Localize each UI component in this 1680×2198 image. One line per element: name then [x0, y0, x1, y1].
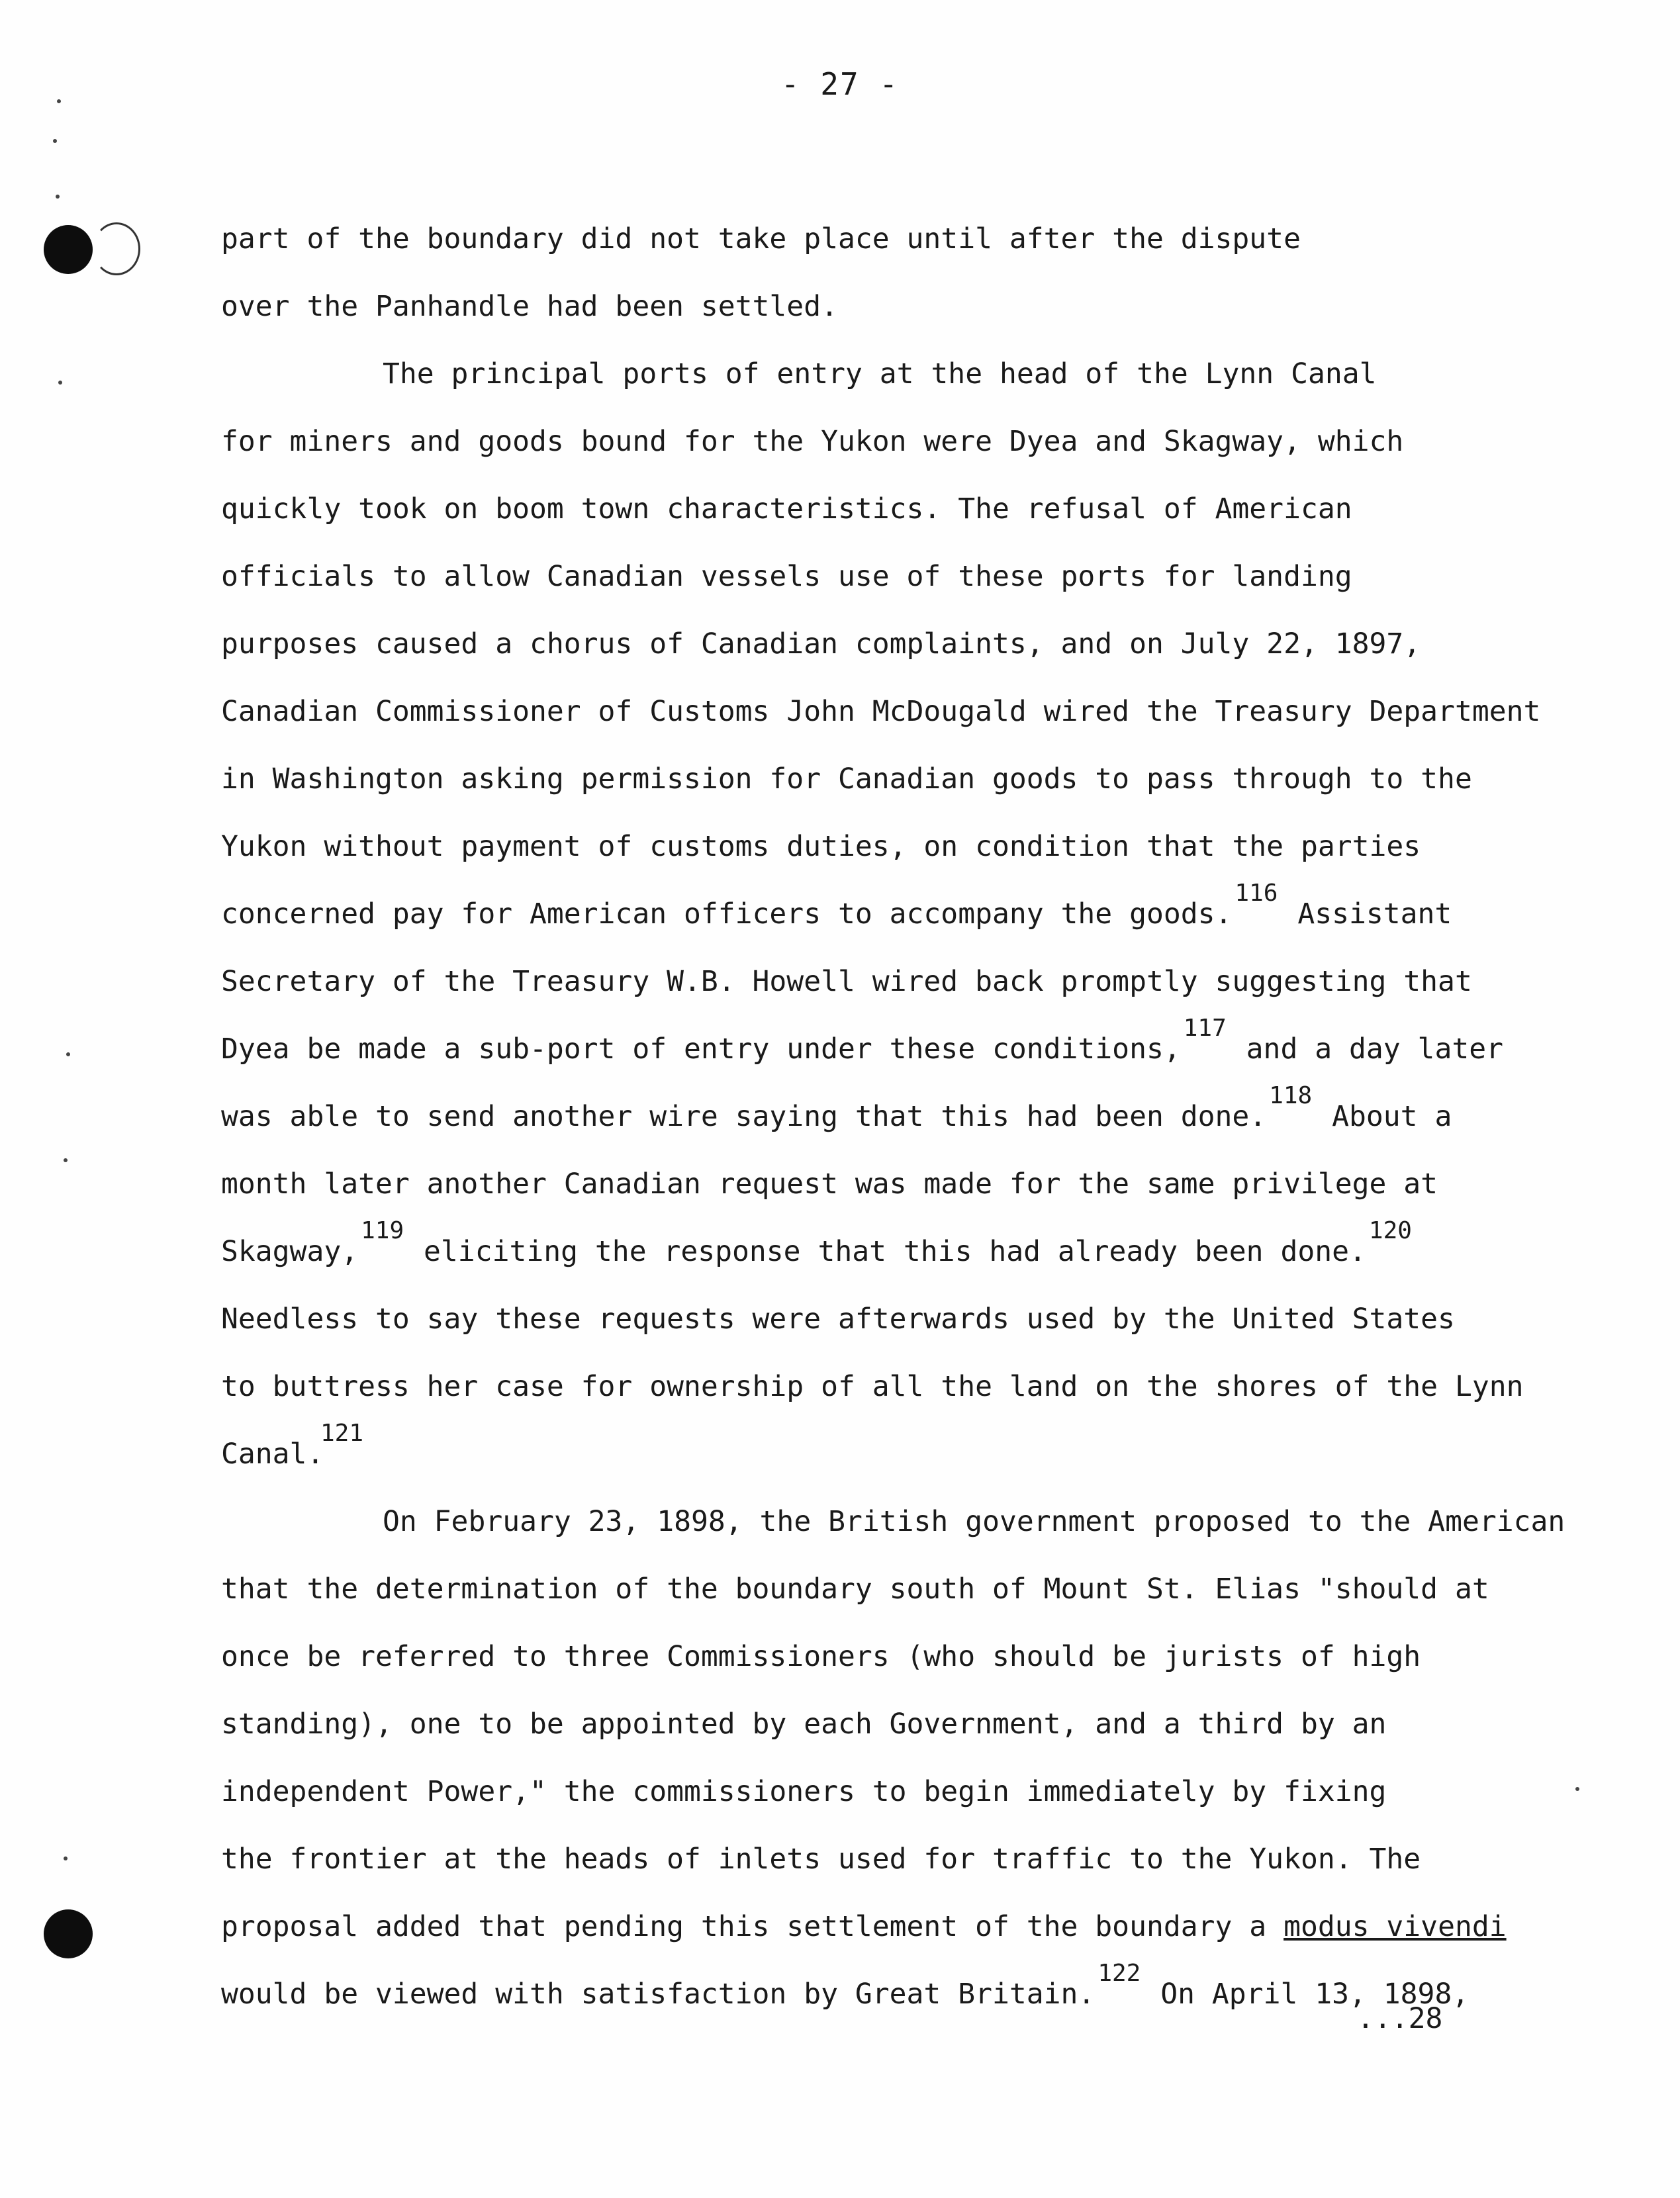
text-line: purposes caused a chorus of Canadian complaints, and on July 22, 1897,	[221, 627, 1421, 661]
footnote-ref: 119	[361, 1217, 404, 1244]
text-segment: was able to send another wire saying that this had been done.	[221, 1100, 1267, 1133]
footnote-ref: 118	[1269, 1082, 1313, 1109]
text-line: quickly took on boom town characteristics. The refusal of American	[221, 492, 1352, 526]
text-line: in Washington asking permission for Canadian goods to pass through to the	[221, 762, 1472, 796]
text-segment: concerned pay for American officers to accompany the goods.	[221, 897, 1233, 931]
scan-speck	[64, 1856, 68, 1860]
text-segment: Dyea be made a sub-port of entry under these conditions,	[221, 1032, 1181, 1066]
text-line	[221, 880, 1578, 948]
text-segment: About a	[1332, 1100, 1452, 1133]
footnote-ref: 121	[320, 1420, 364, 1447]
text-line	[221, 1893, 1578, 1960]
document-body	[221, 205, 1578, 2028]
text-line	[221, 1015, 1578, 1083]
text-segment: Canal.	[221, 1438, 324, 1471]
text-line: part of the boundary did not take place until after the dispute	[221, 222, 1301, 255]
punch-hole-top	[44, 225, 93, 274]
text-line: the frontier at the heads of inlets used for traffic to the Yukon. The	[221, 1843, 1421, 1876]
text-segment: eliciting the response that this had already been done.	[424, 1235, 1366, 1268]
text-line: officials to allow Canadian vessels use of these ports for landing	[221, 560, 1352, 593]
text-line: once be referred to three Commissioners (who should be jurists of high	[221, 1640, 1421, 1673]
text-line: standing), one to be appointed by each Government, and a third by an	[221, 1708, 1387, 1741]
text-line	[221, 1420, 1578, 1488]
text-segment: would be viewed with satisfaction by Great Britain.	[221, 1978, 1096, 2011]
text-line: over the Panhandle had been settled.	[221, 290, 838, 323]
text-line	[221, 1218, 1578, 1285]
text-segment: and a day later	[1246, 1032, 1503, 1066]
text-line: independent Power," the commissioners to begin immediately by fixing	[221, 1775, 1387, 1808]
footnote-ref: 120	[1368, 1217, 1412, 1244]
text-line: that the determination of the boundary south of Mount St. Elias "should at	[221, 1573, 1489, 1606]
scan-speck	[64, 1158, 68, 1162]
text-segment: proposal added that pending this settlement of the boundary a	[221, 1910, 1267, 1943]
paragraph-start: The principal ports of entry at the head of the Lynn Canal	[383, 357, 1377, 390]
footnote-ref: 116	[1235, 880, 1278, 907]
punch-hole-ring-top	[93, 222, 140, 275]
scan-speck	[66, 1052, 70, 1056]
text-line: month later another Canadian request was made for the same privilege at	[221, 1168, 1438, 1201]
page-number: - 27 -	[780, 66, 900, 102]
text-line: Yukon without payment of customs duties, on condition that the parties	[221, 830, 1421, 863]
underlined-term: modus vivendi	[1283, 1910, 1507, 1943]
paragraph-start: On February 23, 1898, the British government proposed to the American	[383, 1505, 1565, 1538]
text-line: for miners and goods bound for the Yukon were Dyea and Skagway, which	[221, 425, 1404, 458]
scan-speck	[56, 195, 60, 199]
punch-hole-bottom	[44, 1909, 93, 1958]
text-segment: Skagway,	[221, 1235, 359, 1268]
text-line: Canadian Commissioner of Customs John McDougald wired the Treasury Department	[221, 695, 1541, 728]
text-segment: Assistant	[1297, 897, 1452, 931]
footnote-ref: 117	[1183, 1015, 1227, 1042]
text-line	[221, 1083, 1578, 1150]
text-line: Secretary of the Treasury W.B. Howell wired back promptly suggesting that	[221, 965, 1472, 998]
scan-speck	[53, 139, 57, 143]
footnote-ref: 122	[1097, 1960, 1141, 1987]
text-line: Needless to say these requests were afterwards used by the United States	[221, 1303, 1455, 1336]
text-segment: On April 13, 1898,	[1160, 1978, 1470, 2011]
text-line: to buttress her case for ownership of all the land on the shores of the Lynn	[221, 1370, 1524, 1403]
page-continuation: ...28	[1357, 2002, 1443, 2035]
scan-speck	[58, 381, 62, 385]
